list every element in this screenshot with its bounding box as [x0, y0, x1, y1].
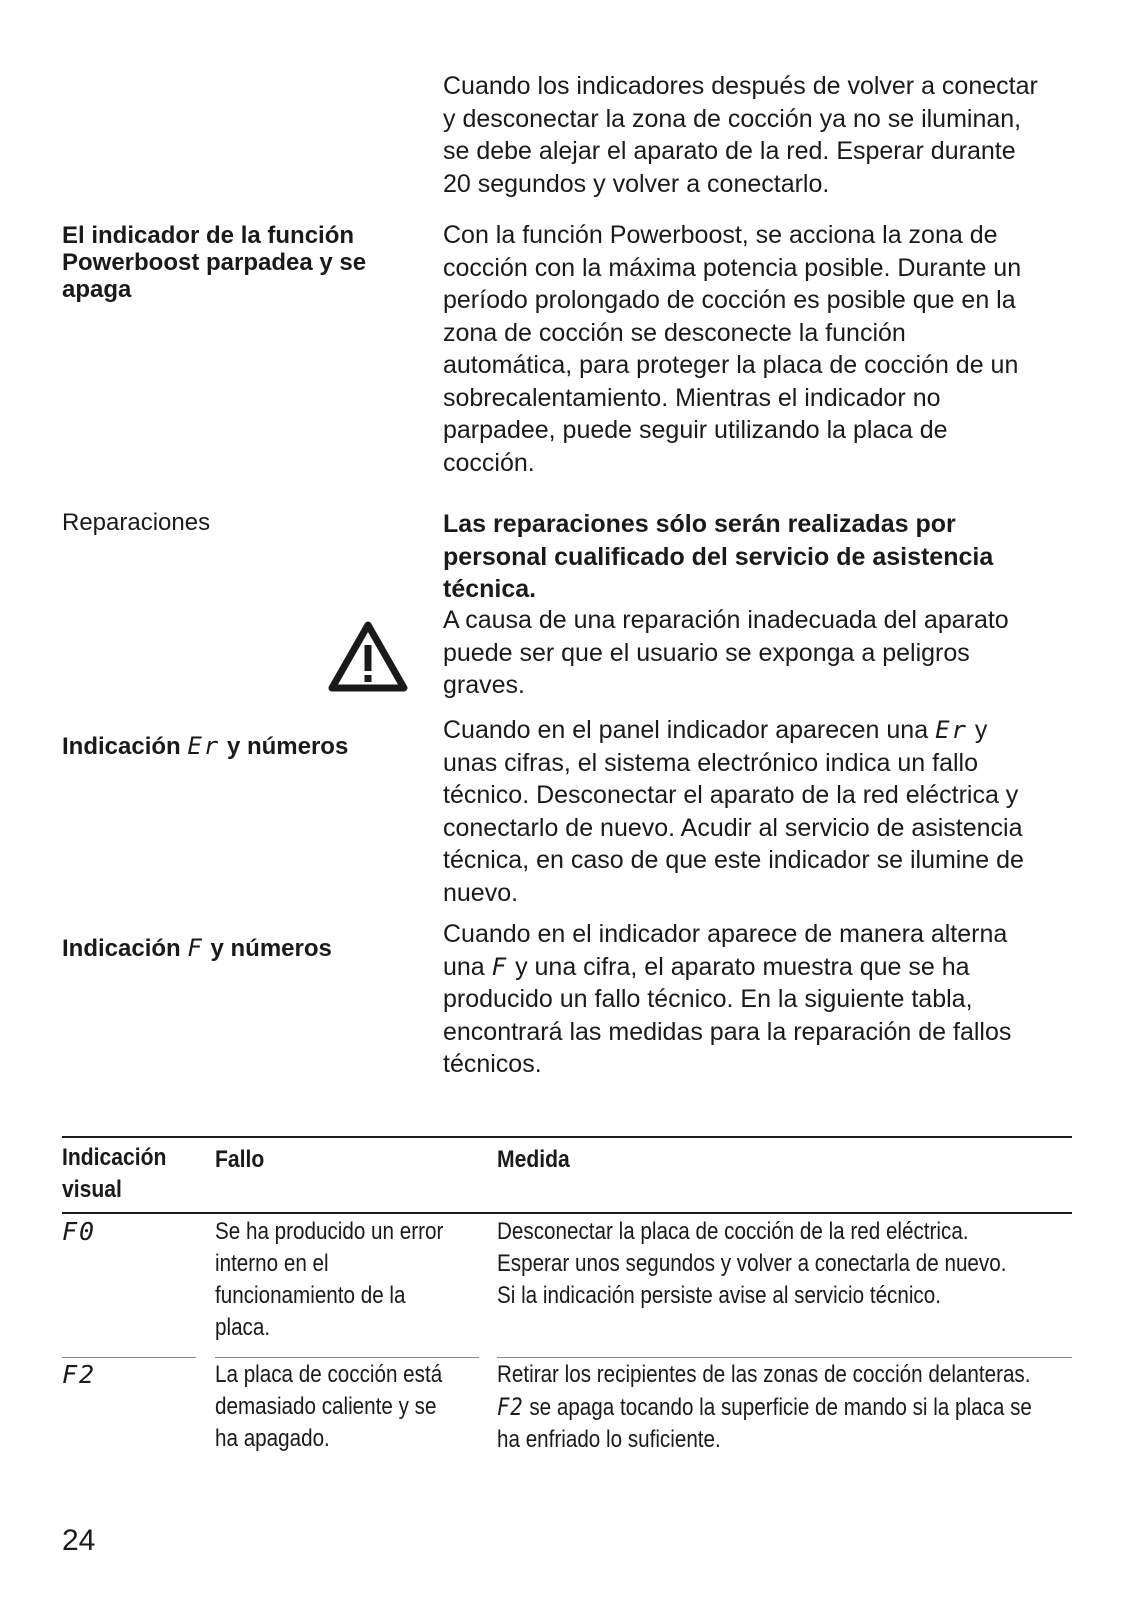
- repairs-paragraph: [443, 604, 1073, 702]
- text-line: puede ser que el usuario se exponga a peligros: [443, 638, 970, 667]
- table-header-rule: [62, 1212, 1072, 1214]
- text-line: conectarlo de nuevo. Acudir al servicio de asistencia: [443, 813, 1023, 842]
- heading-line: apaga: [62, 276, 132, 303]
- header-medida: Medida: [497, 1146, 570, 1173]
- text-line: cocción con la máxima potencia posible. Durante un: [443, 253, 1022, 282]
- cell-line: placa.: [215, 1314, 271, 1341]
- text-line: Cuando los indicadores después de volver a conectar: [443, 72, 1038, 100]
- heading-text: y números: [210, 935, 332, 962]
- table-row-code: F2: [62, 1360, 97, 1389]
- row-divider: [497, 1357, 1072, 1358]
- table-row-medida: [497, 1359, 1032, 1456]
- cell-line: Retirar los recipientes de las zonas de cocción delanteras.: [497, 1361, 1031, 1388]
- text-line: producido un fallo técnico. En la siguiente tabla,: [443, 985, 973, 1013]
- repairs-warning-bold: [443, 508, 1073, 606]
- f-display-code: F: [187, 934, 204, 962]
- header-line: visual: [62, 1176, 122, 1203]
- text-line: técnico. Desconectar el aparato de la red eléctrica y: [443, 781, 1019, 809]
- header-line: Indicación: [62, 1144, 167, 1171]
- cell-line: Desconectar la placa de cocción de la red eléctrica.: [497, 1218, 969, 1245]
- text-line: 20 segundos y volver a conectarlo.: [443, 169, 830, 198]
- cell-line: Si la indicación persiste avise al servicio técnico.: [497, 1282, 941, 1309]
- heading-line: Powerboost parpadea y se: [62, 249, 367, 276]
- row-divider: [215, 1357, 479, 1358]
- powerboost-paragraph: [443, 219, 1073, 479]
- text-line: período prolongado de cocción es posible que en la: [443, 286, 1016, 314]
- text-line: nuevo.: [443, 878, 519, 907]
- table-row-fallo: [215, 1359, 442, 1455]
- f-paragraph: [443, 918, 1073, 1081]
- heading-line: El indicador de la función: [62, 222, 355, 249]
- table-row-fallo: [215, 1216, 443, 1344]
- er-heading: [62, 733, 412, 760]
- page-number: 24: [62, 1524, 96, 1557]
- header-fallo: Fallo: [215, 1146, 265, 1173]
- text-fragment: y: [974, 716, 988, 744]
- heading-text: y números: [226, 733, 349, 760]
- text-line: técnicos.: [443, 1050, 542, 1078]
- text-line: [443, 951, 1073, 984]
- text-fragment: una: [443, 952, 485, 981]
- row-divider: [62, 1357, 196, 1358]
- text-line: parpadee, puede seguir utilizando la placa de: [443, 416, 948, 444]
- f-display-code: F: [491, 952, 509, 981]
- cell-line: ha apagado.: [215, 1425, 330, 1452]
- text-line: Con la función Powerboost, se acciona la zona de: [443, 221, 998, 249]
- table-top-rule: [62, 1136, 1072, 1138]
- er-display-code: Er: [187, 732, 221, 760]
- text-line: automática, para proteger la placa de cocción de un: [443, 351, 1019, 379]
- heading-text: Indicación: [62, 935, 181, 962]
- table-row-medida: [497, 1216, 1006, 1312]
- warning-triangle-icon: [328, 620, 408, 692]
- text-line: se debe alejar el aparato de la red. Esperar durante: [443, 137, 1016, 165]
- text-line: [443, 714, 1073, 747]
- cell-line: demasiado caliente y se: [215, 1393, 437, 1420]
- text-line: sobrecalentamiento. Mientras el indicador no: [443, 383, 941, 412]
- text-line: Las reparaciones sólo serán realizadas por: [443, 510, 956, 538]
- table-row-code: F0: [62, 1217, 97, 1246]
- cell-line: [497, 1391, 1032, 1424]
- text-line: y desconectar la zona de cocción ya no se iluminan,: [443, 104, 1022, 133]
- powerboost-heading: [62, 222, 412, 303]
- text-line: unas cifras, el sistema electrónico indica un fallo: [443, 748, 978, 777]
- text-line: técnica, en caso de que este indicador se ilumine de: [443, 846, 1024, 874]
- text-line: A causa de una reparación inadecuada del aparato: [443, 606, 1009, 634]
- cell-line: La placa de cocción está: [215, 1361, 443, 1388]
- cell-line: Se ha producido un error: [215, 1218, 444, 1245]
- text-line: cocción.: [443, 448, 535, 477]
- er-paragraph: [443, 714, 1073, 909]
- text-line: personal cualificado del servicio de asistencia: [443, 542, 994, 571]
- cell-line: funcionamiento de la: [215, 1282, 406, 1309]
- text-line: graves.: [443, 671, 525, 699]
- text-fragment: Cuando en el panel indicador aparecen una: [443, 716, 929, 744]
- text-line: Cuando en el indicador aparece de manera alterna: [443, 920, 1008, 948]
- cell-line: interno en el: [215, 1250, 329, 1277]
- text-line: zona de cocción se desconecte la función: [443, 318, 906, 347]
- f-heading: [62, 935, 412, 962]
- repairs-heading: Reparaciones: [62, 509, 211, 536]
- cell-line: Esperar unos segundos y volver a conectarla de nuevo.: [497, 1250, 1007, 1277]
- f2-display-code: F2: [497, 1393, 524, 1421]
- text-fragment: y una cifra, el aparato muestra que se ha: [515, 952, 970, 981]
- header-indicacion-visual: [62, 1142, 166, 1206]
- cell-fragment: se apaga tocando la superficie de mando si la placa se: [529, 1394, 1032, 1421]
- cell-line: ha enfriado lo suficiente.: [497, 1426, 721, 1453]
- intro-paragraph: [443, 70, 1073, 200]
- heading-text: Indicación: [62, 733, 181, 760]
- er-display-code: Er: [935, 716, 968, 744]
- text-line: encontrará las medidas para la reparación de fallos: [443, 1017, 1012, 1046]
- text-line: técnica.: [443, 575, 537, 603]
